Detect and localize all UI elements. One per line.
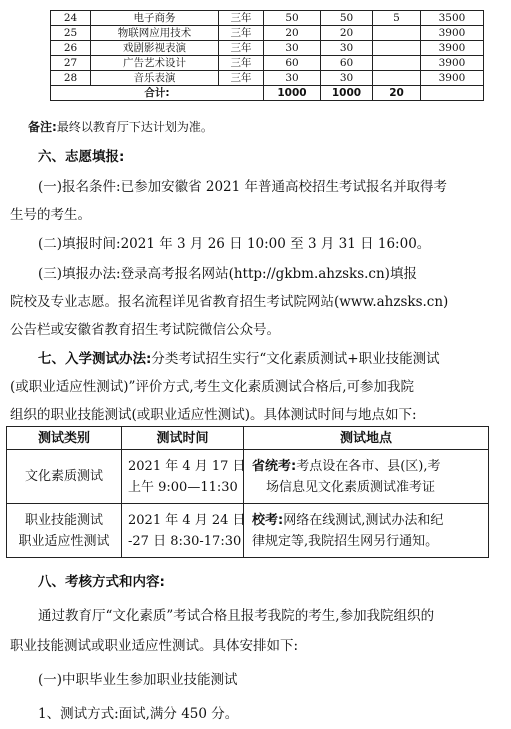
table-cell: 广告艺术设计 (91, 56, 219, 71)
category-line: 职业技能测试 (24, 512, 103, 528)
table-row (51, 26, 484, 41)
table-cell: 27 (51, 56, 91, 71)
table-cell: 30 (321, 71, 373, 86)
table-cell: 30 (321, 41, 373, 56)
section8-heading: 八、考核方式和内容: (38, 574, 165, 590)
time-line: 上午 9:00—11:30 (128, 479, 238, 495)
table-cell: 60 (321, 56, 373, 71)
category-line: 职业适应性测试 (18, 533, 110, 549)
paragraph-line: (三)填报办法:登录高考报名网站(http://gkbm.ahzsks.cn)填报 (38, 266, 417, 282)
table-cell: 26 (51, 41, 91, 56)
table-cell: 3900 (421, 26, 484, 41)
place-text: 考点设在各市、县(区),考 (296, 458, 441, 474)
total-cell: 1000 (321, 86, 373, 101)
total-cell (421, 86, 484, 101)
header-cell: 测试类别 (7, 427, 122, 450)
table-total-row (51, 86, 484, 101)
paragraph-line: 院校及专业志愿。报名流程详见省教育招生考试院网站(www.ahzsks.cn) (10, 294, 449, 310)
table-cell (373, 26, 421, 41)
paragraph-line: 职业技能测试或职业适应性测试。具体安排如下: (10, 638, 299, 654)
table-cell: 三年 (219, 71, 264, 86)
table-header-row (7, 427, 489, 450)
section7-line1 (38, 348, 511, 370)
table-cell: 50 (264, 11, 321, 26)
table-cell: 3900 (421, 41, 484, 56)
table-row (51, 41, 484, 56)
table-cell (373, 71, 421, 86)
table-cell: 三年 (219, 41, 264, 56)
paragraph-line: (二)填报时间:2021 年 3 月 26 日 10:00 至 3 月 31 日 16:00。 (38, 236, 431, 252)
place-cell (244, 450, 489, 504)
place-line (252, 510, 484, 531)
category-cell: 文化素质测试 (7, 450, 122, 504)
category-cell (7, 504, 122, 558)
table-cell: 3900 (421, 56, 484, 71)
paragraph-line: (或职业适应性测试)”评价方式,考生文化素质测试合格后,可参加我院 (10, 379, 415, 395)
test-schedule-table (6, 426, 489, 558)
table-cell: 物联网应用技术 (91, 26, 219, 41)
table-cell: 戏剧影视表演 (91, 41, 219, 56)
place-line (252, 456, 484, 477)
table-cell: 5 (373, 11, 421, 26)
table-cell: 三年 (219, 26, 264, 41)
table-cell: 20 (321, 26, 373, 41)
table-cell: 50 (321, 11, 373, 26)
table-cell: 3500 (421, 11, 484, 26)
table-row (7, 450, 489, 504)
total-cell: 20 (373, 86, 421, 101)
paragraph-line: (一)报名条件:已参加安徽省 2021 年普通高校招生考试报名并取得考 (38, 179, 448, 195)
header-cell: 测试时间 (122, 427, 244, 450)
table-cell: 25 (51, 26, 91, 41)
paragraph-line: (一)中职毕业生参加职业技能测试 (38, 672, 238, 688)
time-cell (122, 450, 244, 504)
table-row (51, 11, 484, 26)
section7-heading: 七、入学测试办法: (38, 351, 152, 367)
table-cell: 60 (264, 56, 321, 71)
paragraph-line: 生号的考生。 (10, 207, 91, 223)
table-row (51, 56, 484, 71)
section7-text: 分类考试招生实行“文化素质测试+职业技能测试 (151, 351, 440, 367)
time-cell (122, 504, 244, 558)
note-label: 备注: (28, 120, 57, 134)
place-line: 律规定等,我院招生网另行通知。 (252, 533, 439, 549)
enrollment-table (50, 10, 484, 101)
table-row (51, 71, 484, 86)
table-cell: 音乐表演 (91, 71, 219, 86)
table-cell: 30 (264, 41, 321, 56)
table-cell: 24 (51, 11, 91, 26)
paragraph-line: 组织的职业技能测试(或职业适应性测试)。具体测试时间与地点如下: (10, 407, 417, 423)
table-cell: 三年 (219, 11, 264, 26)
total-label: 合计: (51, 86, 264, 101)
table-cell: 28 (51, 71, 91, 86)
section6-heading: 六、志愿填报: (38, 149, 125, 165)
table-cell (373, 56, 421, 71)
table-row (7, 504, 489, 558)
place-line: 场信息见文化素质测试准考证 (266, 479, 436, 495)
table-cell (373, 41, 421, 56)
paragraph-line: 通过教育厅“文化素质”考试合格且报考我院的考生,参加我院组织的 (38, 608, 435, 624)
table-cell: 三年 (219, 56, 264, 71)
table-cell: 30 (264, 71, 321, 86)
note-line (28, 116, 511, 138)
time-line: 2021 年 4 月 17 日 (128, 458, 246, 474)
place-cell (244, 504, 489, 558)
paragraph-line: 1、测试方式:面试,满分 450 分。 (38, 706, 239, 722)
place-text: 网络在线测试,测试办法和纪 (283, 512, 444, 528)
table-cell: 3900 (421, 71, 484, 86)
time-line: -27 日 8:30-17:30 (128, 533, 242, 549)
note-text: 最终以教育厅下达计划为准。 (56, 120, 213, 134)
table-cell: 电子商务 (91, 11, 219, 26)
header-cell: 测试地点 (244, 427, 489, 450)
place-label: 校考: (252, 512, 284, 528)
total-cell: 1000 (264, 86, 321, 101)
time-line: 2021 年 4 月 24 日 (128, 512, 246, 528)
place-label: 省统考: (252, 458, 297, 474)
paragraph-line: 公告栏或安徽省教育招生考试院微信公众号。 (10, 322, 280, 338)
table-cell: 20 (264, 26, 321, 41)
